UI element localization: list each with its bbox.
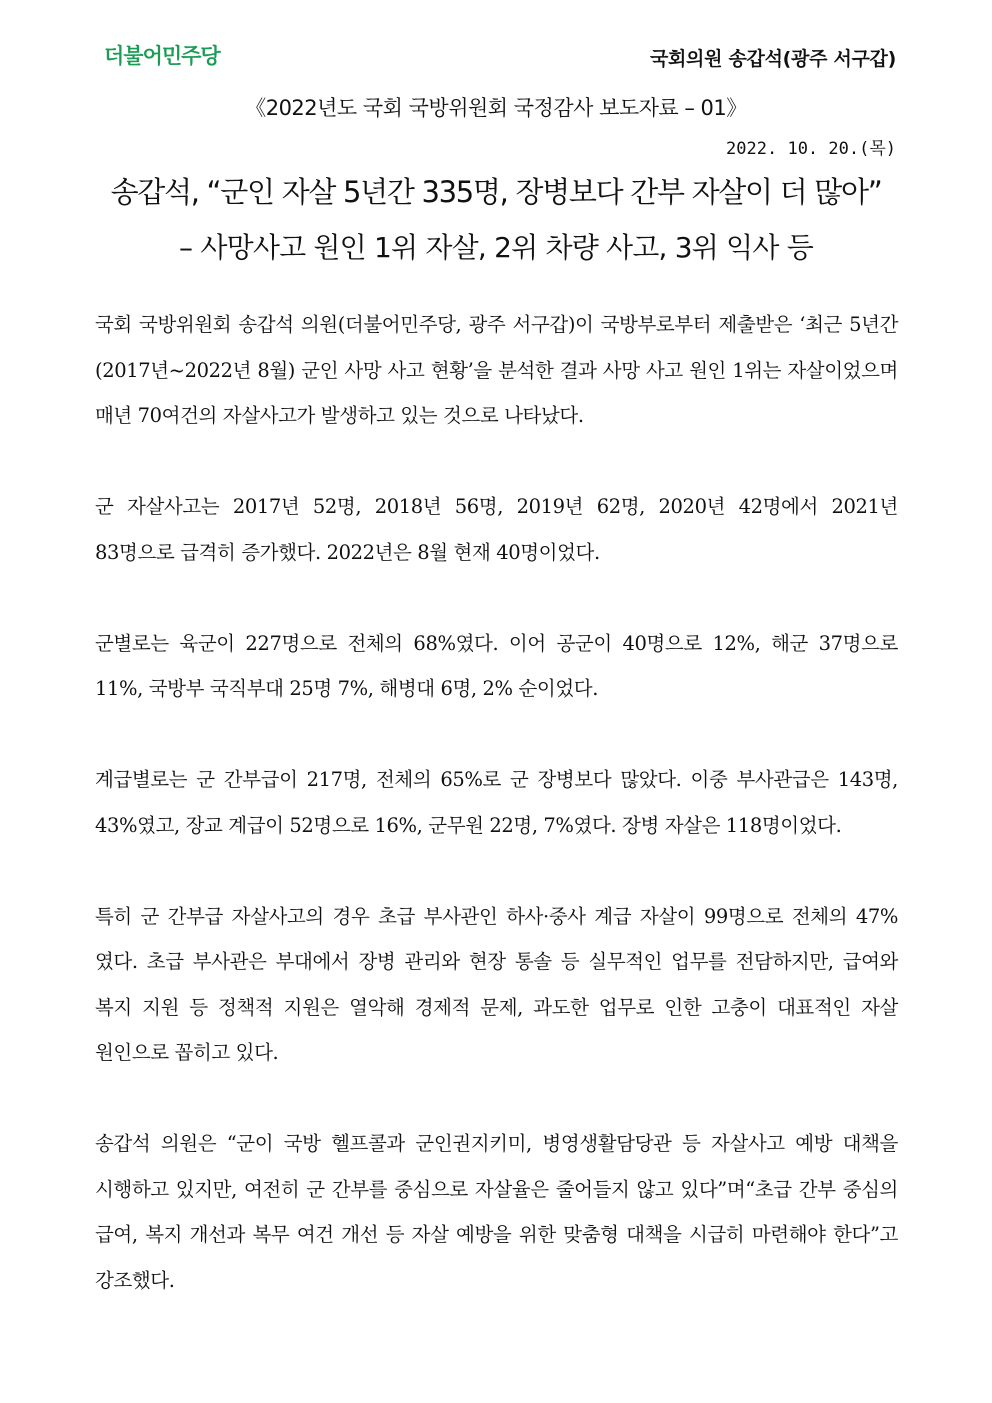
paragraph-2: 군 자살사고는 2017년 52명, 2018년 56명, 2019년 62명, 2020년 42명에서 2021년 83명으로 급격히 증가했다. 2022년은 8월 현재 40명이었다. — [95, 495, 898, 564]
paragraph-5: 특히 군 간부급 자살사고의 경우 초급 부사관인 하사·중사 계급 자살이 99명으로 전체의 47%였다. 초급 부사관은 부대에서 장병 관리와 현장 통솔 등 실무적인 업무를 전담하지만, 급여와 복지 지원 등 정책적 지원은 열악해 경제적 문제, 과도한 업무로 인한 고충이 대표적인 자살 원인으로 꼽히고 있다. — [95, 904, 898, 1064]
subheadline: – 사망사고 원인 1위 자살, 2위 차량 사고, 3위 익사 등 — [179, 231, 813, 264]
article-body — [95, 302, 898, 1349]
paragraph-1: 국회 국방위원회 송갑석 의원(더불어민주당, 광주 서구갑)이 국방부로부터 제출받은 ‘최근 5년간(2017년~2022년 8월) 군인 사망 사고 현황’을 분석한 결과 사망 사고 원인 1위는 자살이었으며 매년 70여건의 자살사고가 발생하고 있는 것으로 나타났다. — [95, 313, 898, 427]
party-logo: 더불어민주당 — [104, 44, 220, 68]
office-label: 국회의원 송갑석(광주 서구갑) — [649, 48, 896, 70]
headline: 송갑석, “군인 자살 5년간 335명, 장병보다 간부 자살이 더 많아” — [110, 175, 882, 209]
release-date: 2022. 10. 20.(목) — [726, 139, 896, 159]
paragraph-4: 계급별로는 군 간부급이 217명, 전체의 65%로 군 장병보다 많았다. 이중 부사관급은 143명, 43%였고, 장교 계급이 52명으로 16%, 군무원 22명, 7%였다. 장병 자살은 118명이었다. — [95, 768, 898, 837]
release-title: 《2022년도 국회 국방위원회 국정감사 보도자료 – 01》 — [245, 96, 747, 120]
paragraph-3: 군별로는 육군이 227명으로 전체의 68%였다. 이어 공군이 40명으로 12%, 해군 37명으로 11%, 국방부 국직부대 25명 7%, 해병대 6명, 2% 순이었다. — [95, 631, 898, 700]
paragraph-6: 송갑석 의원은 “군이 국방 헬프콜과 군인권지키미, 병영생활담당관 등 자살사고 예방 대책을 시행하고 있지만, 여전히 군 간부를 중심으로 자살율은 줄어들지 않고 있다”며“초급 간부 중심의 급여, 복지 개선과 복무 여건 개선 등 자살 예방을 위한 맞춤형 대책을 시급히 마련해야 한다”고 강조했다. — [95, 1132, 898, 1292]
